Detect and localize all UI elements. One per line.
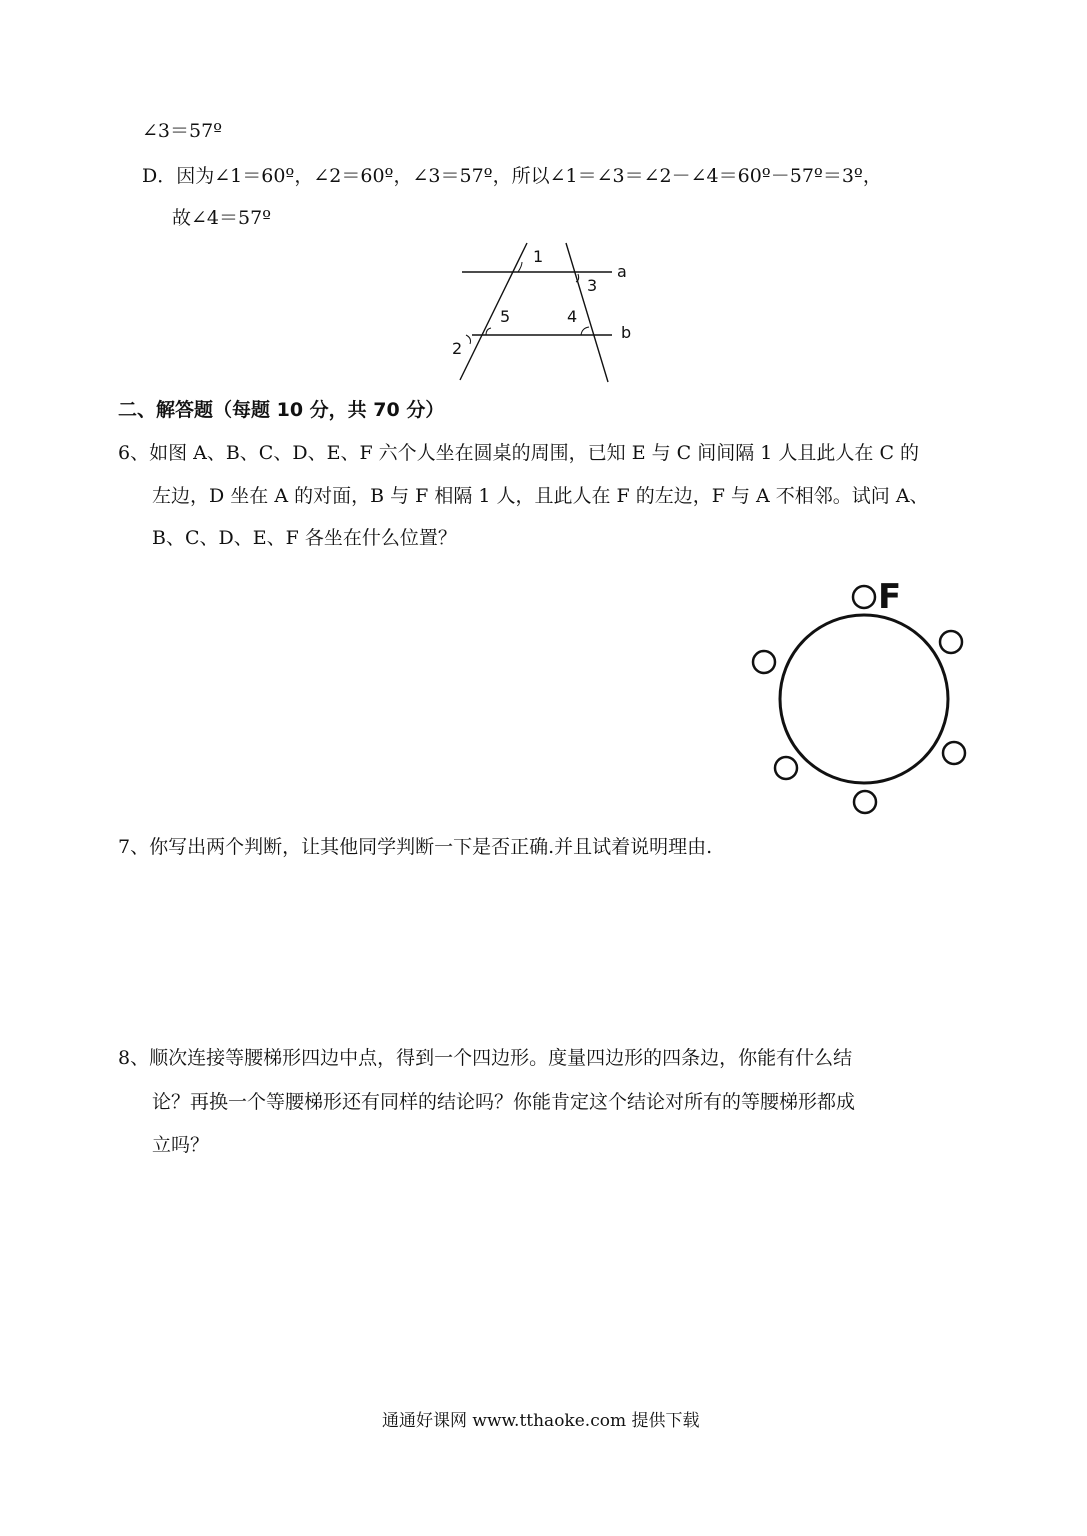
angle-arc-2: [466, 335, 471, 344]
transversal-left: [460, 243, 527, 380]
option-d-line-1: D．因为∠1＝60º，∠2＝60º，∠3＝57º，所以∠1＝∠3＝∠2－∠4＝60º－57º＝3º，: [142, 165, 882, 187]
seat-bottom: [854, 791, 876, 813]
q6-line-1: 6、如图 A、B、C、D、E、F 六个人坐在圆桌的周围，已知 E 与 C 间间隔 1 人且此人在 C 的: [118, 442, 920, 464]
seat-lower-right: [943, 742, 965, 764]
line-label-b: b: [621, 323, 632, 342]
seat-lower-left: [775, 757, 797, 779]
seat-top: [853, 586, 875, 608]
q8-line-1: 8、顺次连接等腰梯形四边中点，得到一个四边形。度量四边形的四条边，你能有什么结: [118, 1047, 853, 1069]
line-label-a: a: [617, 262, 627, 281]
seat-upper-left: [753, 651, 775, 673]
q6-line-3: B、C、D、E、F 各坐在什么位置？: [152, 527, 457, 549]
round-table-figure: [740, 572, 1000, 822]
page-footer: 通通好课网 www.tthaoke.com 提供下载: [382, 1411, 700, 1431]
option-c-continuation: ∠3＝57º: [142, 120, 223, 142]
q6-line-2: 左边，D 坐在 A 的对面，B 与 F 相隔 1 人，且此人在 F 的左边，F 与 A 不相邻。试问 A、: [152, 485, 929, 507]
angle-label-4: 4: [567, 307, 578, 326]
parallel-lines-figure: [450, 240, 650, 380]
round-table: [780, 615, 948, 783]
option-d-line-2: 故∠4＝57º: [172, 207, 272, 229]
seat-upper-right: [940, 631, 962, 653]
angle-label-1: 1: [533, 247, 544, 266]
angle-label-5: 5: [500, 307, 511, 326]
section-heading: 二、解答题（每题 10 分，共 70 分）: [118, 399, 445, 421]
angle-label-3: 3: [587, 276, 598, 295]
q7-line-1: 7、你写出两个判断，让其他同学判断一下是否正确.并且试着说明理由.: [118, 836, 713, 858]
q8-line-3: 立吗？: [152, 1134, 210, 1156]
angle-label-2: 2: [452, 339, 463, 358]
angle-arc-4: [581, 327, 589, 335]
angle-arc-1: [518, 262, 522, 272]
q8-line-2: 论？再换一个等腰梯形还有同样的结论吗？你能肯定这个结论对所有的等腰梯形都成: [152, 1091, 856, 1113]
seat-label-f: F: [878, 577, 902, 617]
angle-arc-5: [486, 328, 491, 335]
